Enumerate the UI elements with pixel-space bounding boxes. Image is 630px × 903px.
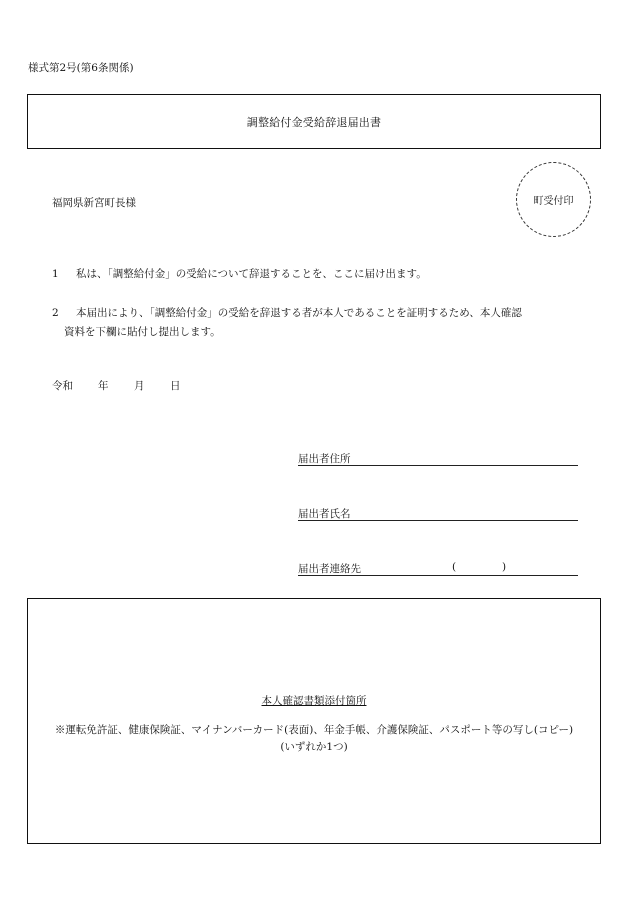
statement-1 [52, 266, 427, 281]
date-year-label: 年 [98, 380, 109, 392]
statement-2-number: 2 [52, 307, 59, 319]
statement-1-number: 1 [52, 268, 59, 280]
contact-paren-open: ( [452, 561, 457, 573]
attachment-title-text: 本人確認書類添付箇所 [261, 695, 367, 707]
contact-field[interactable] [298, 562, 578, 576]
statement-2-text-line-1: 本届出により、「調整給付金」の受給を辞退する者が本人であることを証明するため、本人確認 [76, 307, 522, 319]
date-day-label: 日 [170, 380, 181, 392]
form-number: 様式第2号(第6条関係) [28, 62, 134, 74]
address-label: 届出者住所 [298, 453, 351, 465]
date-era: 令和 [52, 380, 73, 392]
statement-1-text: 私は、「調整給付金」の受給について辞退することを、ここに届け出ます。 [76, 268, 427, 280]
address-field[interactable] [298, 452, 578, 466]
date-month-label: 月 [134, 380, 145, 392]
statement-2-text-line-2: 資料を下欄に貼付し提出します。 [64, 326, 221, 338]
id-document-attachment-area [27, 598, 601, 844]
name-field[interactable] [298, 507, 578, 521]
reception-stamp-label: 町受付印 [533, 196, 574, 207]
attachment-note [28, 722, 600, 756]
statement-2-line-1 [52, 305, 522, 320]
addressee: 福岡県新宮町長様 [52, 197, 136, 209]
date-row [52, 378, 181, 393]
title-box [27, 94, 601, 149]
contact-paren-close: ) [502, 561, 507, 573]
attachment-title [28, 693, 600, 708]
document-title: 調整給付金受給辞退届出書 [246, 115, 382, 129]
attachment-note-line-1: ※運転免許証、健康保険証、マイナンバーカード(表面)、年金手帳、介護保険証、パスポート等の写し(コピー) [54, 724, 574, 736]
contact-label: 届出者連絡先 [298, 563, 361, 575]
attachment-note-line-2: (いずれか1つ) [280, 741, 348, 753]
name-label: 届出者氏名 [298, 508, 351, 520]
reception-stamp-area [516, 162, 591, 237]
